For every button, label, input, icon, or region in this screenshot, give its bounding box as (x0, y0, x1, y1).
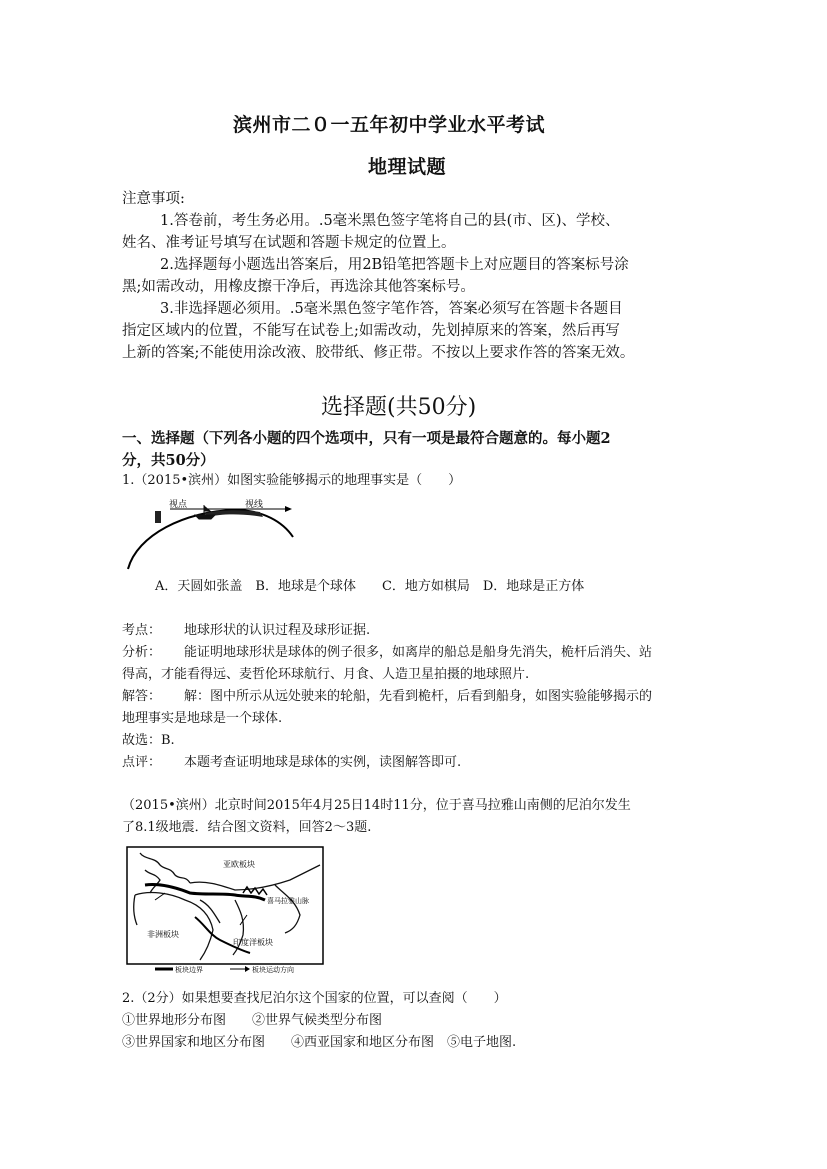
legend-motion-arrowhead (245, 966, 250, 972)
q1-fenxi-label: 分析： (122, 645, 162, 660)
section-title: 选择题(共50分) (321, 395, 477, 420)
group-intro-line-2: 了8.1级地震．结合图文资料，回答2～3题. (122, 820, 372, 835)
q1-dianping-label: 点评： (122, 755, 162, 770)
notice-item-3-line-2: 指定区域内的位置，不能写在试卷上;如需改动，先划掉原来的答案，然后再写 (122, 323, 620, 339)
group-intro-line-1: （2015•滨州）北京时间2015年4月25日14时11分，位于喜马拉雅山南侧的尼泊尔发生 (122, 798, 631, 813)
notice-heading: 注意事项: (122, 191, 185, 207)
legend-motion-label: 板块运动方向 (252, 966, 294, 974)
question-2-stem: 2.（2分）如果想要查找尼泊尔这个国家的位置，可以查阅（ ） (122, 991, 507, 1006)
q1-fenxi-line-2: 得高，才能看得远、麦哲伦环球航行、月食、人造卫星拍摄的地球照片. (122, 667, 530, 682)
q1-jieda-line-1: 解：图中所示从远处驶来的轮船，先看到桅杆，后看到船身，如图实验能够揭示的 (184, 689, 653, 704)
observer-building (155, 511, 161, 523)
notice-item-1-line-1: 1.答卷前，考生务必用。.5毫米黑色签字笔将自己的县(市、区)、学校、 (160, 213, 620, 229)
figure-label-viewpoint: 视点 (169, 500, 188, 510)
q1-jieda-label: 解答： (122, 689, 162, 704)
q1-kaodian-text: 地球形状的认识过程及球形证据. (184, 623, 371, 638)
question-2-line-2: ③世界国家和地区分布图 ④西亚国家和地区分布图 ⑤电子地图. (122, 1035, 517, 1050)
label-himalaya: 喜马拉雅山脉 (267, 897, 309, 905)
question-1-stem: 1.（2015•滨州）如图实验能够揭示的地理事实是（ ） (122, 473, 462, 488)
notice-item-3-line-1: 3.非选择题必须用。.5毫米黑色签字笔作答，答案必须写在答题卡各题目 (160, 301, 623, 317)
notice-item-2-line-2: 黑;如需改动，用橡皮擦干净后，再选涂其他答案标号。 (122, 279, 475, 295)
label-eurasian-plate: 亚欧板块 (223, 860, 255, 869)
label-african-plate: 非洲板块 (147, 930, 179, 939)
notice-item-2-line-1: 2.选择题每小题选出答案后，用2B铅笔把答题卡上对应题目的答案标号涂 (160, 257, 629, 273)
figure-label-sightline: 视线 (245, 500, 264, 510)
plate-map-figure (125, 845, 325, 975)
page-subtitle: 地理试题 (368, 156, 447, 178)
q1-answer: 故选：B. (122, 733, 175, 748)
earth-curvature-figure (125, 497, 300, 572)
sight-line-arrow (285, 506, 292, 512)
q1-dianping-text: 本题考查证明地球是球体的实例，读图解答即可. (184, 755, 462, 770)
label-indian-plate: 印度洋板块 (233, 938, 273, 947)
notice-item-3-line-3: 上新的答案;不能使用涂改液、胶带纸、修正带。不按以上要求作答的答案无效。 (122, 345, 635, 361)
legend-boundary-label: 板块边界 (175, 966, 203, 974)
page-title: 滨州市二０一五年初中学业水平考试 (233, 114, 546, 136)
section-instruction-line-2: 分，共50分） (122, 452, 215, 469)
q1-jieda-line-2: 地理事实是地球是一个球体. (122, 711, 283, 726)
question-1-options: A．天圆如张盖 B．地球是个球体 C．地方如棋局 D．地球是正方体 (155, 579, 585, 594)
q1-kaodian-label: 考点： (122, 623, 162, 638)
question-2-line-1: ①世界地形分布图 ②世界气候类型分布图 (122, 1013, 383, 1028)
notice-item-1-line-2: 姓名、准考证号填写在试题和答题卡规定的位置上。 (122, 235, 456, 251)
q1-fenxi-line-1: 能证明地球形状是球体的例子很多，如离岸的船总是船身先消失，桅杆后消失、站 (184, 645, 653, 660)
section-instruction-line-1: 一、选择题（下列各小题的四个选项中，只有一项是最符合题意的。每小题2 (122, 430, 611, 447)
